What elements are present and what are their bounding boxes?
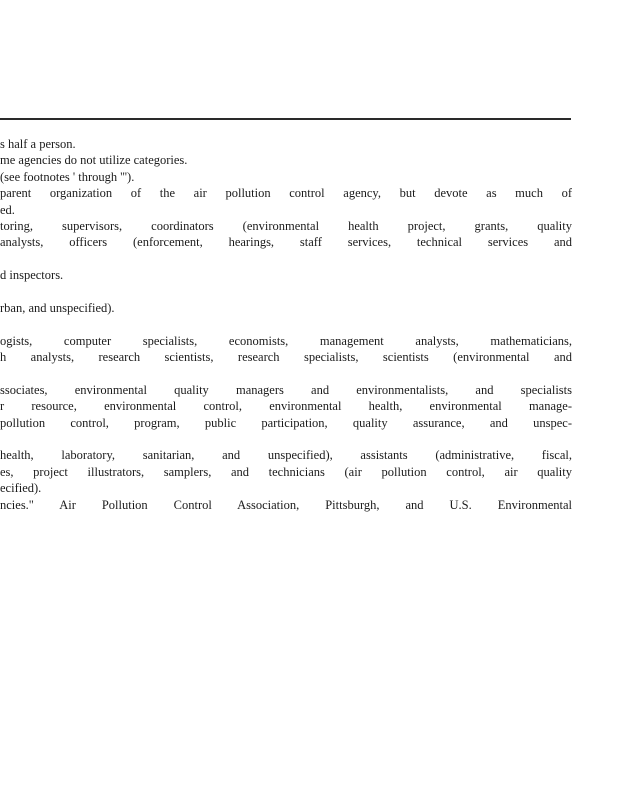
- footnote-line: [0, 251, 572, 267]
- footnote-line: [0, 284, 572, 300]
- footnote-line: [0, 316, 572, 332]
- footnote-line: ogists, computer specialists, economists, management analysts, mathematicians,: [0, 333, 572, 348]
- footnote-line: health, laboratory, sanitarian, and unspecified), assistants (administrative, fiscal,: [0, 448, 572, 463]
- footnote-line: me agencies do not utilize categories.: [0, 153, 188, 168]
- footnote-line: analysts, officers (enforcement, hearings, staff services, technical services and: [0, 235, 572, 250]
- footnote-separator-rule: [0, 118, 571, 120]
- footnote-line: toring, supervisors, coordinators (environmental health project, grants, quality: [0, 218, 572, 233]
- footnote-line: ecified).: [0, 481, 42, 496]
- footnote-line: parent organization of the air pollution control agency, but devote as much of: [0, 186, 572, 201]
- footnote-line: ssociates, environmental quality managers and environmentalists, and specialists: [0, 382, 572, 397]
- footnote-line: es, project illustrators, samplers, and technicians (air pollution control, air quality: [0, 464, 572, 479]
- footnote-line: s half a person.: [0, 137, 76, 151]
- footnote-line: h analysts, research scientists, research specialists, scientists (environmental and: [0, 350, 572, 365]
- footnote-line: d inspectors.: [0, 268, 64, 283]
- footnote-line: rban, and unspecified).: [0, 300, 115, 315]
- footnote-line: ncies." Air Pollution Control Association, Pittsburgh, and U.S. Environmental: [0, 497, 572, 512]
- footnote-line: [0, 431, 572, 447]
- footnote-line: ed.: [0, 202, 15, 217]
- footnote-line: pollution control, program, public participation, quality assurance, and unspec-: [0, 415, 572, 430]
- footnote-line: [0, 365, 572, 381]
- footnotes-block: [0, 136, 572, 513]
- footnote-line: r resource, environmental control, environmental health, environmental manage-: [0, 399, 572, 414]
- footnote-line: (see footnotes ' through ''').: [0, 169, 135, 184]
